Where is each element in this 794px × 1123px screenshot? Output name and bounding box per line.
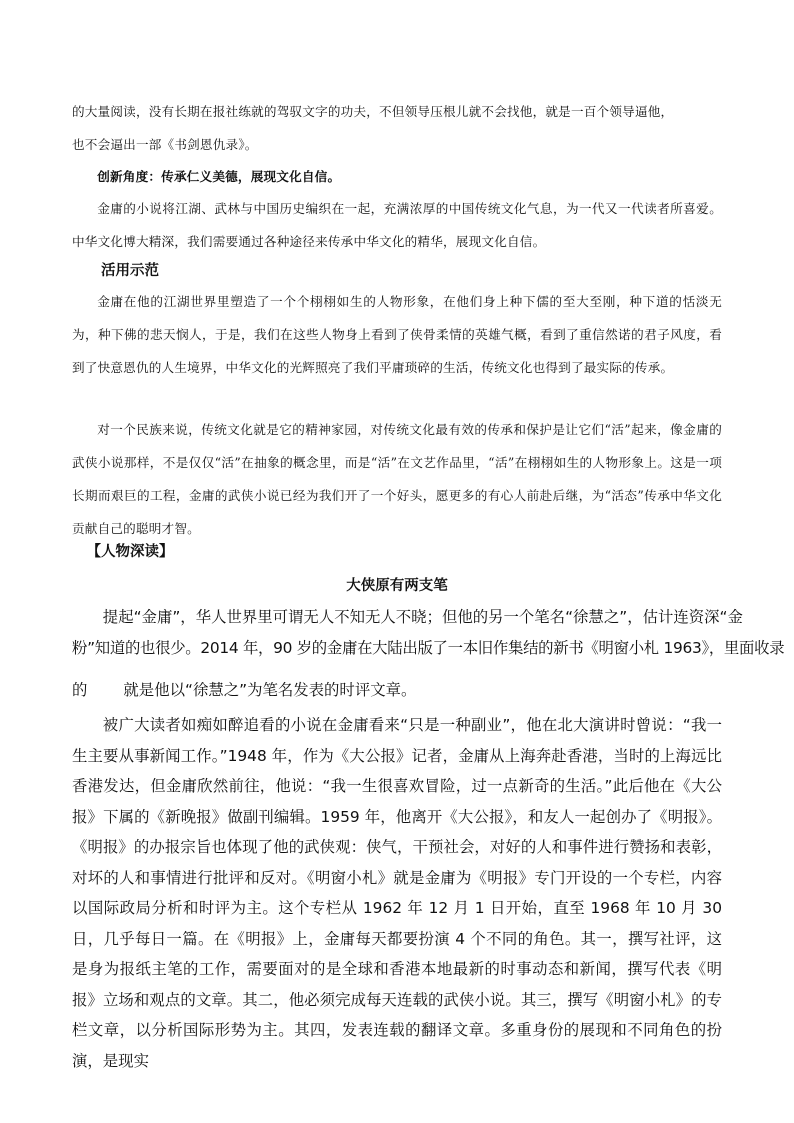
text-line: 粉”知道的也很少。2014 年，90 岁的金庸在大陆出版了一本旧作集结的新书《明窗小札 1963》，里面收录 <box>72 638 785 657</box>
innovation-heading: 创新角度：传承仁义美德，展现文化自信。 <box>97 169 341 184</box>
paragraph-continuation <box>72 95 722 161</box>
paragraph-inheritance: 对一个民族来说，传统文化就是它的精神家园，对传统文化最有效的传承和保护是让它们“活”起来，像金庸的武侠小说那样，不是仅仅“活”在抽象的概念里，而是“活”在文艺作品里，“活”在栩栩如生的人物形象上。这是一项长期而艰巨的工程，金庸的武侠小说已经为我们开了一个好头，愿更多的有心人前赴后继，为“活态”传承中华文化贡献自己的聪明才智。 <box>72 422 722 536</box>
text-line <box>72 675 722 706</box>
text-fragment: 的 <box>72 681 88 699</box>
article-title: 大侠原有两支笔 <box>346 578 448 594</box>
section-heading: 【人物深读】 <box>86 544 174 560</box>
text-line: 也不会逼出一部《书剑恩仇录》。 <box>72 137 258 152</box>
text-fragment: 就是他以“徐慧之”为笔名发表的时评文章。 <box>123 681 417 699</box>
example-heading: 活用示范 <box>101 263 159 279</box>
paragraph-example: 金庸在他的江湖世界里塑造了一个个栩栩如生的人物形象，在他们身上种下儒的至大至刚，种下道的恬淡无为，种下佛的悲天悯人，于是，我们在这些人物身上看到了侠骨柔情的英雄气概，看到了重信然诺的君子风度，看到了快意恩仇的人生境界，中华文化的光辉照亮了我们平庸琐碎的生活，传统文化也得到了最实际的传承。 <box>72 294 722 375</box>
text-line: 的大量阅读，没有长期在报社练就的驾驭文字的功夫，不但领导压根儿就不会找他，就是一百个领导逼他， <box>72 104 674 119</box>
text-line: 提起“金庸”，华人世界里可谓无人不知无人不晓；但他的另一个笔名“徐慧之”，估计连资深“金 <box>102 608 743 626</box>
article-paragraph-1 <box>72 602 785 706</box>
paragraph-innovation: 金庸的小说将江湖、武林与中国历史编织在一起，充满浓厚的中国传统文化气息，为一代又一代读者所喜爱。中华文化博大精深，我们需要通过各种途径来传承中华文化的精华，展现文化自信。 <box>72 201 722 249</box>
article-paragraph-2: 被广大读者如痴如醉追看的小说在金庸看来“只是一种副业”，他在北大演讲时曾说：“我一生主要从事新闻工作。”1948 年，作为《大公报》记者，金庸从上海奔赴香港，当时的上海远比香港发达，但金庸欣然前往，他说：“我一生很喜欢冒险，过一点新奇的生活。”此后他在《大公报》下属的《新晚报》做副刊编辑。1959 年，他离开《大公报》，和友人一起创办了《明报》。《明报》的办报宗旨也体现了他的武侠观：侠气，干预社会，对好的人和事件进行赞扬和表彰，对坏的人和事情进行批评和反对。《明窗小札》就是金庸为《明报》专门开设的一个专栏，内容以国际政局分析和时评为主。这个专栏从 1962 年 12 月 1 日开始，直至 1968 年 10 月 30 日，几乎每日一篇。在《明报》上，金庸每天都要扮演 4 个不同的角色。其一，撰写社评，这是身为报纸主笔的工作，需要面对的是全球和香港本地最新的时事动态和新闻，撰写代表《明报》立场和观点的文章。其二，他必须完成每天连载的武侠小说。其三，撰写《明窗小札》的专栏文章，以分析国际形势为主。其四，发表连载的翻译文章。多重身份的展现和不同角色的扮演，是现实 <box>72 716 722 1070</box>
